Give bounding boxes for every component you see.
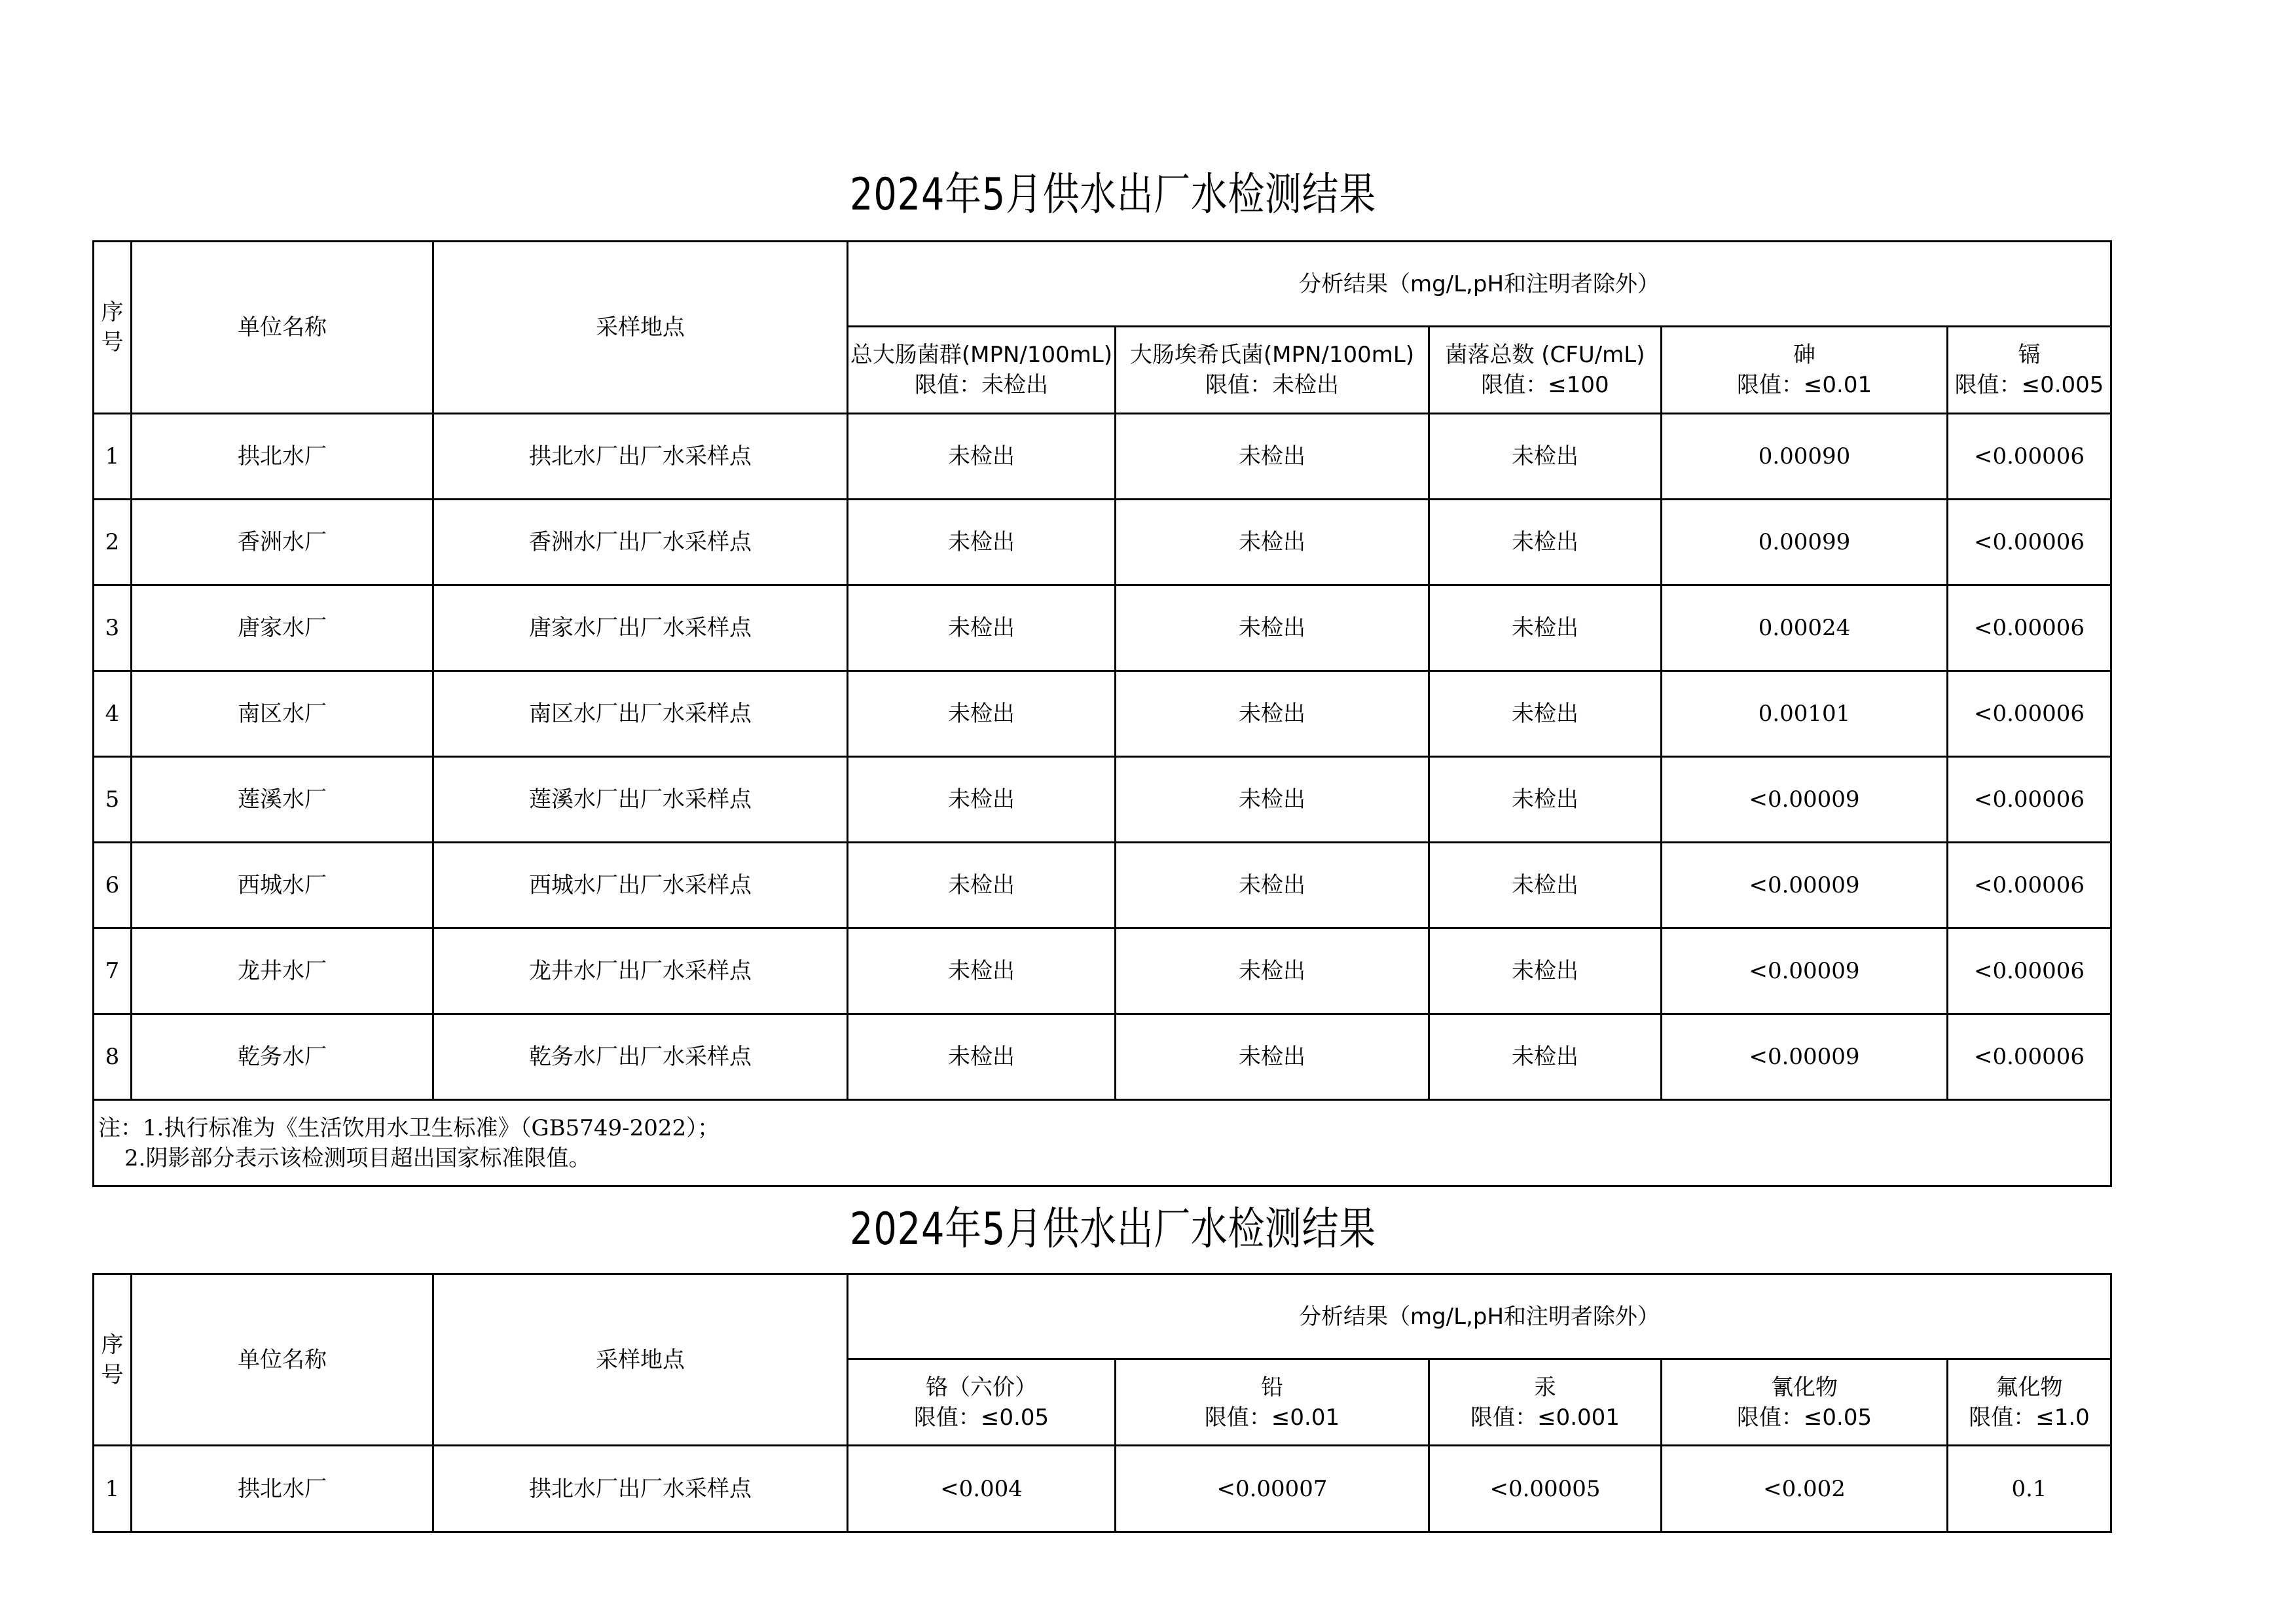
cell-seq: 1 (94, 414, 132, 500)
cell-e-coli: 未检出 (1116, 1014, 1429, 1100)
header-seq: 序 号 (94, 242, 132, 414)
cell-lead: <0.00007 (1116, 1446, 1429, 1532)
header-analysis-group: 分析结果（mg/L,pH和注明者除外） (848, 242, 2111, 327)
cell-arsenic: 0.00090 (1662, 414, 1948, 500)
cell-e-coli: 未检出 (1116, 500, 1429, 585)
cell-seq: 2 (94, 500, 132, 585)
header-arsenic: 砷 限值：≤0.01 (1662, 327, 1948, 414)
cell-unit: 拱北水厂 (132, 1446, 433, 1532)
cell-colony-count: 未检出 (1429, 757, 1662, 843)
page-title-bottom: 2024年5月供水出厂水检测结果 (850, 1203, 1376, 1255)
header-sample-site: 采样地点 (433, 1274, 848, 1446)
cell-unit: 香洲水厂 (132, 500, 433, 585)
note-1: 注：1.执行标准为《生活饮用水卫生标准》（GB5749-2022）； (98, 1114, 720, 1141)
cell-seq: 1 (94, 1446, 132, 1532)
cell-total-coliform: 未检出 (848, 843, 1116, 928)
cell-site: 唐家水厂出厂水采样点 (433, 585, 848, 671)
cell-cadmium: <0.00006 (1948, 585, 2111, 671)
header-analysis-group: 分析结果（mg/L,pH和注明者除外） (848, 1274, 2111, 1359)
cell-site: 龙井水厂出厂水采样点 (433, 928, 848, 1014)
results-table-2 (92, 1273, 2112, 1533)
cell-e-coli: 未检出 (1116, 671, 1429, 757)
cell-seq: 6 (94, 843, 132, 928)
cell-site: 西城水厂出厂水采样点 (433, 843, 848, 928)
cell-colony-count: 未检出 (1429, 500, 1662, 585)
cell-total-coliform: 未检出 (848, 585, 1116, 671)
header-lead: 铅 限值：≤0.01 (1116, 1359, 1429, 1446)
cell-total-coliform: 未检出 (848, 757, 1116, 843)
cell-site: 香洲水厂出厂水采样点 (433, 500, 848, 585)
cell-cyanide: <0.002 (1662, 1446, 1948, 1532)
table-notes (94, 1100, 2111, 1186)
cell-unit: 龙井水厂 (132, 928, 433, 1014)
cell-e-coli: 未检出 (1116, 414, 1429, 500)
cell-mercury: <0.00005 (1429, 1446, 1662, 1532)
cell-arsenic: 0.00101 (1662, 671, 1948, 757)
header-seq: 序 号 (94, 1274, 132, 1446)
table-row (94, 757, 2111, 843)
cell-seq: 3 (94, 585, 132, 671)
header-unit-name: 单位名称 (132, 242, 433, 414)
header-colony-count: 菌落总数 (CFU/mL) 限值：≤100 (1429, 327, 1662, 414)
table-row (94, 414, 2111, 500)
cell-unit: 南区水厂 (132, 671, 433, 757)
cell-cadmium: <0.00006 (1948, 500, 2111, 585)
cell-colony-count: 未检出 (1429, 843, 1662, 928)
cell-e-coli: 未检出 (1116, 757, 1429, 843)
cell-e-coli: 未检出 (1116, 843, 1429, 928)
header-total-coliform: 总大肠菌群(MPN/100mL) 限值：未检出 (848, 327, 1116, 414)
header-cadmium: 镉 限值：≤0.005 (1948, 327, 2111, 414)
note-2: 2.阴影部分表示该检测项目超出国家标准限值。 (124, 1145, 591, 1171)
cell-unit: 拱北水厂 (132, 414, 433, 500)
cell-site: 南区水厂出厂水采样点 (433, 671, 848, 757)
cell-seq: 5 (94, 757, 132, 843)
results-table-1 (92, 240, 2112, 1187)
cell-total-coliform: 未检出 (848, 928, 1116, 1014)
cell-cadmium: <0.00006 (1948, 757, 2111, 843)
header-sample-site: 采样地点 (433, 242, 848, 414)
cell-site: 乾务水厂出厂水采样点 (433, 1014, 848, 1100)
header-chromium-vi: 铬（六价） 限值：≤0.05 (848, 1359, 1116, 1446)
cell-total-coliform: 未检出 (848, 500, 1116, 585)
cell-total-coliform: 未检出 (848, 414, 1116, 500)
cell-seq: 4 (94, 671, 132, 757)
cell-total-coliform: 未检出 (848, 671, 1116, 757)
cell-arsenic: 0.00024 (1662, 585, 1948, 671)
header-cyanide: 氰化物 限值：≤0.05 (1662, 1359, 1948, 1446)
cell-arsenic: 0.00099 (1662, 500, 1948, 585)
header-e-coli: 大肠埃希氏菌(MPN/100mL) 限值：未检出 (1116, 327, 1429, 414)
cell-colony-count: 未检出 (1429, 585, 1662, 671)
header-unit-name: 单位名称 (132, 1274, 433, 1446)
cell-arsenic: <0.00009 (1662, 843, 1948, 928)
header-fluoride: 氟化物 限值：≤1.0 (1948, 1359, 2111, 1446)
cell-total-coliform: 未检出 (848, 1014, 1116, 1100)
cell-colony-count: 未检出 (1429, 928, 1662, 1014)
table-row (94, 928, 2111, 1014)
page-title-top: 2024年5月供水出厂水检测结果 (850, 169, 1376, 221)
cell-cadmium: <0.00006 (1948, 928, 2111, 1014)
header-mercury: 汞 限值：≤0.001 (1429, 1359, 1662, 1446)
cell-cadmium: <0.00006 (1948, 843, 2111, 928)
cell-cadmium: <0.00006 (1948, 671, 2111, 757)
table-row (94, 1446, 2111, 1532)
cell-unit: 西城水厂 (132, 843, 433, 928)
cell-e-coli: 未检出 (1116, 585, 1429, 671)
cell-cadmium: <0.00006 (1948, 414, 2111, 500)
cell-cadmium: <0.00006 (1948, 1014, 2111, 1100)
cell-arsenic: <0.00009 (1662, 757, 1948, 843)
cell-colony-count: 未检出 (1429, 671, 1662, 757)
cell-site: 莲溪水厂出厂水采样点 (433, 757, 848, 843)
cell-colony-count: 未检出 (1429, 1014, 1662, 1100)
cell-unit: 莲溪水厂 (132, 757, 433, 843)
cell-arsenic: <0.00009 (1662, 928, 1948, 1014)
cell-unit: 唐家水厂 (132, 585, 433, 671)
cell-seq: 7 (94, 928, 132, 1014)
cell-site: 拱北水厂出厂水采样点 (433, 414, 848, 500)
cell-e-coli: 未检出 (1116, 928, 1429, 1014)
cell-colony-count: 未检出 (1429, 414, 1662, 500)
cell-arsenic: <0.00009 (1662, 1014, 1948, 1100)
cell-unit: 乾务水厂 (132, 1014, 433, 1100)
cell-seq: 8 (94, 1014, 132, 1100)
table-row (94, 500, 2111, 585)
cell-site: 拱北水厂出厂水采样点 (433, 1446, 848, 1532)
table-row (94, 843, 2111, 928)
table-row (94, 585, 2111, 671)
table-row (94, 1014, 2111, 1100)
cell-fluoride: 0.1 (1948, 1446, 2111, 1532)
table-row (94, 671, 2111, 757)
cell-chromium-vi: <0.004 (848, 1446, 1116, 1532)
